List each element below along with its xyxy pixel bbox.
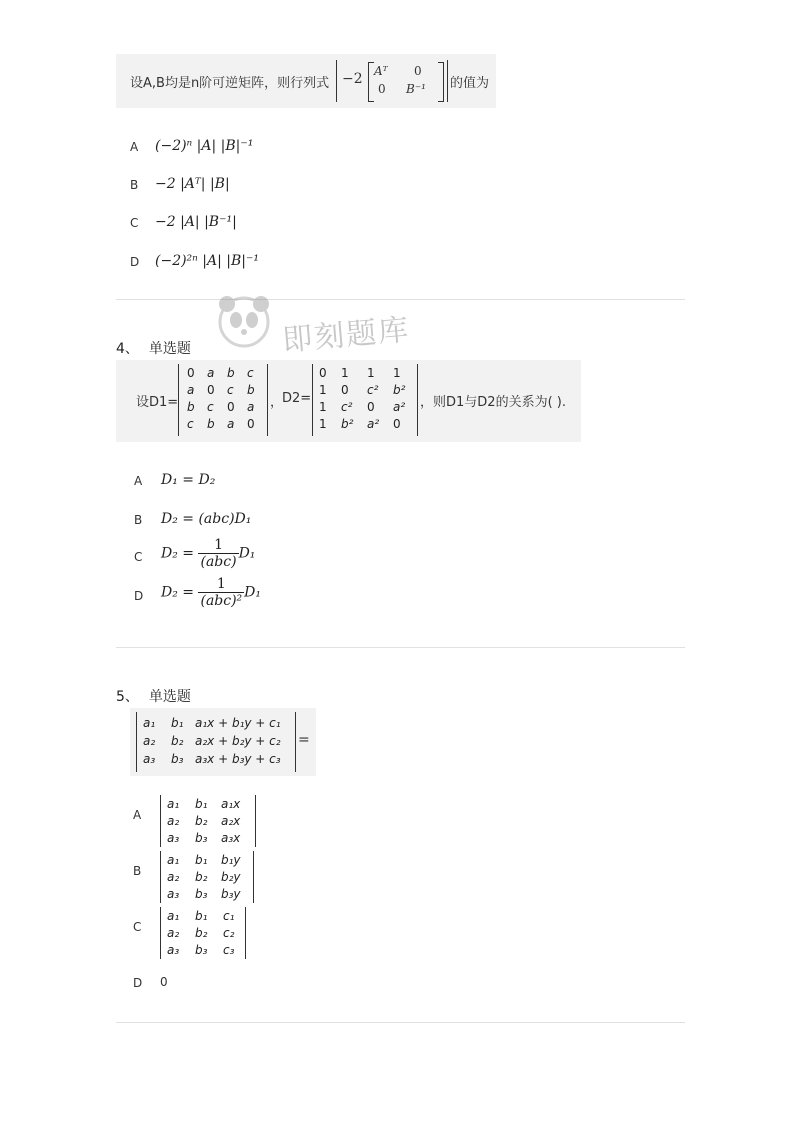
- q5-option-b-cell: a₁: [167, 853, 180, 867]
- q4-d1-cell: c: [187, 417, 194, 431]
- q5-stem-cell: a₃: [143, 752, 156, 766]
- q5-option-a-cell: a₁x: [221, 797, 241, 811]
- q4-d1-cell: 0: [207, 383, 215, 397]
- q4-d1-cell: a: [207, 366, 215, 380]
- q5-option-a-cell: b₂: [195, 814, 208, 828]
- q5-option-a-determinant: [160, 795, 256, 847]
- q5-option-a-cell: a₃: [167, 831, 180, 845]
- q4-d2-cell: 0: [393, 417, 401, 431]
- q5-stem-determinant: [136, 712, 296, 772]
- q4-d2-cell: 1: [319, 417, 327, 431]
- q5-option-c-cell: a₃: [167, 943, 180, 957]
- q3-det-bar-left: [336, 60, 337, 102]
- q5-option-a-cell: a₃x: [221, 831, 241, 845]
- q3-option-a-letter: A: [130, 140, 139, 154]
- q5-stem-box: [130, 708, 316, 776]
- q4-d2-cell: b²: [393, 383, 406, 397]
- q5-separator: 、: [124, 689, 139, 705]
- q4-d2-cell: c²: [341, 400, 353, 414]
- q5-option-c-cell: b₂: [195, 926, 208, 940]
- q4-d2-cell: b²: [341, 417, 354, 431]
- q4-option-d-rhs: D₁: [244, 584, 262, 601]
- divider-q5: [116, 1022, 685, 1023]
- q5-option-a-cell: b₁: [195, 797, 208, 811]
- q4-d2-cell: a²: [393, 400, 406, 414]
- q4-number: 4: [116, 341, 125, 357]
- q4-d2-cell: 1: [341, 366, 349, 380]
- q5-option-b-determinant: [160, 851, 254, 903]
- q4-d1-cell: c: [227, 383, 234, 397]
- q4-d1-determinant: [178, 364, 268, 436]
- q3-matrix-c: 0: [378, 82, 386, 96]
- q5-stem-cell: a₃x + b₃y + c₃: [195, 752, 281, 766]
- q5-stem-cell: a₂x + b₂y + c₂: [195, 734, 281, 748]
- q4-comma: ，: [270, 395, 284, 410]
- q4-option-b-letter: B: [134, 513, 143, 527]
- q3-stem-prefix: 设A,B均是n阶可逆矩阵，则行列式: [130, 76, 330, 91]
- q3-option-b-letter: B: [130, 178, 139, 192]
- q4-d1-cell: c: [247, 366, 254, 380]
- q4-option-d-expr: [161, 576, 261, 609]
- q4-d1-cell: b: [207, 417, 215, 431]
- q4-d1-cell: a: [227, 417, 235, 431]
- q4-d1-cell: 0: [227, 400, 235, 414]
- q3-det-bar-right: [447, 60, 448, 102]
- q5-option-b-cell: b₁y: [221, 853, 241, 867]
- q4-option-c-expr: [161, 537, 255, 570]
- q3-matrix-b: 0: [414, 64, 422, 78]
- q5-option-c-determinant: [160, 907, 246, 959]
- q5-option-d-letter: D: [133, 976, 143, 990]
- q4-option-d-lhs: D₂ =: [161, 584, 195, 601]
- q4-option-a-letter: A: [134, 474, 143, 488]
- divider-q3: [116, 299, 685, 300]
- q3-option-c-expr: −2 |A| |B⁻¹|: [155, 214, 237, 230]
- q4-d1-cell: 0: [247, 417, 255, 431]
- q5-option-a-cell: b₃: [195, 831, 208, 845]
- q5-option-b-cell: b₂y: [221, 870, 241, 884]
- q4-label-d2: D2=: [282, 391, 312, 406]
- watermark-text: 即刻题库: [281, 312, 412, 359]
- divider-q4: [116, 647, 685, 648]
- q4-separator: 、: [124, 341, 139, 357]
- q3-coef: −2: [342, 71, 363, 87]
- q4-d1-cell: b: [247, 383, 255, 397]
- q5-option-a-cell: a₂: [167, 814, 180, 828]
- q5-type: 单选题: [148, 689, 191, 705]
- q5-option-c-cell: b₃: [195, 943, 208, 957]
- q4-option-c-lhs: D₂ =: [161, 545, 195, 562]
- q4-option-c-fraction: [198, 537, 238, 570]
- q3-option-d-expr: (−2)²ⁿ |A| |B|⁻¹: [155, 253, 260, 269]
- q4-option-c-rhs: D₁: [238, 545, 256, 562]
- q4-option-c-num: 1: [198, 537, 238, 554]
- q3-matrix-d: B⁻¹: [406, 82, 426, 96]
- q4-d2-cell: 1: [367, 366, 375, 380]
- q5-option-c-cell: a₁: [167, 909, 180, 923]
- q4-d2-cell: 1: [319, 383, 327, 397]
- q5-option-c-cell: c₂: [223, 926, 235, 940]
- q4-option-c-letter: C: [134, 550, 143, 564]
- q4-d2-cell: 0: [341, 383, 349, 397]
- q4-d2-determinant: [312, 364, 418, 436]
- q4-d2-cell: 0: [319, 366, 327, 380]
- q5-option-a-letter: A: [133, 808, 142, 822]
- q3-stem-suffix: 的值为: [450, 76, 490, 91]
- q4-d1-cell: c: [207, 400, 214, 414]
- q4-option-d-fraction: [198, 576, 244, 609]
- panda-logo-icon: [212, 290, 276, 354]
- q4-option-d-letter: D: [134, 589, 144, 603]
- q4-option-c-den: (abc): [200, 554, 237, 570]
- q4-d2-cell: 0: [367, 400, 375, 414]
- q5-option-b-cell: b₃: [195, 887, 208, 901]
- q5-option-a-cell: a₂x: [221, 814, 241, 828]
- q5-option-c-letter: C: [133, 920, 142, 934]
- q4-label-d1: 设D1=: [136, 395, 179, 410]
- q3-option-b-expr: −2 |Aᵀ| |B|: [155, 176, 230, 192]
- q5-option-c-cell: c₁: [223, 909, 235, 923]
- q5-option-b-cell: b₂: [195, 870, 208, 884]
- q5-number: 5: [116, 689, 125, 705]
- q5-stem-cell: a₁: [143, 716, 156, 730]
- q4-header: [116, 338, 191, 358]
- q5-option-b-letter: B: [133, 864, 142, 878]
- q5-option-c-cell: c₃: [223, 943, 235, 957]
- q4-option-d-den: (abc)²: [200, 593, 243, 609]
- q5-option-b-cell: b₁: [195, 853, 208, 867]
- q3-matrix-a: Aᵀ: [374, 64, 388, 78]
- q4-d1-cell: b: [227, 366, 235, 380]
- q5-option-d-value: 0: [160, 975, 168, 989]
- q5-stem-cell: b₁: [171, 716, 184, 730]
- q4-d2-cell: c²: [367, 383, 379, 397]
- q3-bracket-right: [438, 62, 444, 102]
- q4-d1-cell: a: [187, 383, 195, 397]
- q5-option-a-cell: a₁: [167, 797, 180, 811]
- q5-option-b-cell: a₃: [167, 887, 180, 901]
- q4-d2-cell: 1: [393, 366, 401, 380]
- q5-option-b-cell: b₃y: [221, 887, 241, 901]
- q4-suffix: ，则D1与D2的关系为( ).: [420, 395, 566, 410]
- q5-stem-cell: a₂: [143, 734, 156, 748]
- q5-stem-cell: b₃: [171, 752, 184, 766]
- q3-option-c-letter: C: [130, 216, 139, 230]
- q3-option-d-letter: D: [130, 255, 140, 269]
- q5-stem-cell: b₂: [171, 734, 184, 748]
- q4-d1-cell: b: [187, 400, 195, 414]
- q4-type: 单选题: [148, 341, 191, 357]
- q3-stem-box: [116, 54, 496, 108]
- q4-option-b-expr: D₂ = (abc)D₁: [161, 511, 252, 527]
- q5-equals: =: [298, 732, 310, 748]
- q3-option-a-expr: (−2)ⁿ |A| |B|⁻¹: [155, 138, 254, 154]
- q4-d1-cell: 0: [187, 366, 195, 380]
- q4-d2-cell: a²: [367, 417, 380, 431]
- q4-d2-cell: 1: [319, 400, 327, 414]
- q5-option-b-cell: a₂: [167, 870, 180, 884]
- q4-option-a-expr: D₁ = D₂: [161, 472, 216, 488]
- q4-d1-cell: a: [247, 400, 255, 414]
- q4-option-d-num: 1: [198, 576, 244, 593]
- q4-stem-box: [116, 360, 581, 442]
- q5-stem-cell: a₁x + b₁y + c₁: [195, 716, 281, 730]
- q5-option-c-cell: a₂: [167, 926, 180, 940]
- q5-header: [116, 686, 191, 706]
- q5-option-c-cell: b₁: [195, 909, 208, 923]
